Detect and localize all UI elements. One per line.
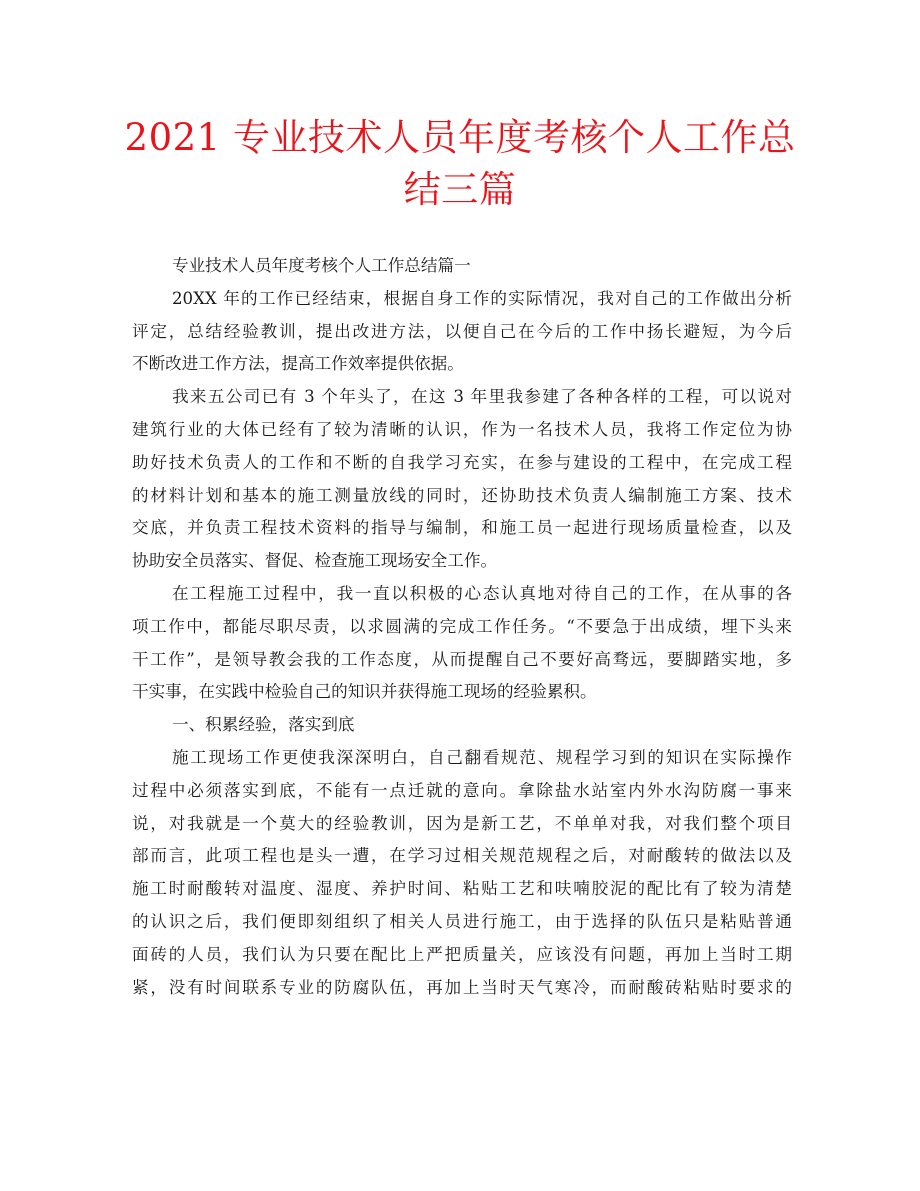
text-line: 过程中必须落实到底，不能有一点迁就的意向。拿除盐水站室内外水沟防腐一事来 xyxy=(132,780,792,800)
text-line: 助好技术负责人的工作和不断的自我学习充实，在参与建设的工程中，在完成工程 xyxy=(132,452,792,472)
text-line: 的材料计划和基本的施工测量放线的同时，还协助技术负责人编制施工方案、技术 xyxy=(132,485,792,505)
text-line: 施工现场工作更使我深深明白，自己翻看规范、规程学习到的知识在实际操作 xyxy=(172,747,792,767)
text-line: 部而言，此项工程也是头一遭，在学习过相关规范规程之后，对耐酸转的做法以及 xyxy=(132,846,792,866)
document-title xyxy=(120,112,800,216)
text-line: 评定，总结经验教训，提出改进方法，以便自己在今后的工作中扬长避短，为今后 xyxy=(132,321,792,341)
section-heading: 一、积累经验，落实到底 xyxy=(172,715,355,735)
text-line: 紧，没有时间联系专业的防腐队伍，再加上当时天气寒冷，而耐酸砖粘贴时要求的 xyxy=(132,977,792,997)
title-line: 2021 专业技术人员年度考核个人工作总 xyxy=(124,116,796,159)
text-line: 面砖的人员，我们认为只要在配比上严把质量关，应该没有问题，再加上当时工期 xyxy=(132,944,792,964)
text-line: 建筑行业的大体已经有了较为清晰的认识，作为一名技术人员，我将工作定位为协 xyxy=(132,419,792,439)
text-line: 说，对我就是一个莫大的经验教训，因为是新工艺，不单单对我，对我们整个项目 xyxy=(132,813,792,833)
section-heading: 专业技术人员年度考核个人工作总结篇一 xyxy=(172,256,471,275)
text-line: 施工时耐酸转对温度、湿度、养护时间、粘贴工艺和呋喃胶泥的配比有了较为清楚 xyxy=(132,879,792,899)
text-line: 在工程施工过程中，我一直以积极的心态认真地对待自己的工作，在从事的各 xyxy=(172,583,792,603)
text-line: 我来五公司已有 3 个年头了，在这 3 年里我参建了各种各样的工程，可以说对 xyxy=(172,387,792,407)
title-line: 结三篇 xyxy=(403,168,517,211)
document-body xyxy=(132,250,792,1004)
text-line: 的认识之后，我们便即刻组织了相关人员进行施工，由于选择的队伍只是粘贴普通 xyxy=(132,911,792,931)
text-line: 交底，并负责工程技术资料的指导与编制，和施工员一起进行现场质量检查，以及 xyxy=(132,518,792,538)
text-line: 干实事，在实践中检验自己的知识并获得施工现场的经验累积。 xyxy=(132,682,597,702)
text-line: 不断改进工作方法，提高工作效率提供依据。 xyxy=(132,354,464,374)
text-line: 干工作”，是领导教会我的工作态度，从而提醒自己不要好高骛远，要脚踏实地，多 xyxy=(132,649,792,669)
text-line: 20XX 年的工作已经结束，根据自身工作的实际情况，我对自己的工作做出分析 xyxy=(172,288,792,308)
text-line: 协助安全员落实、督促、检查施工现场安全工作。 xyxy=(132,551,498,571)
text-line: 项工作中，都能尽职尽责，以求圆满的完成工作任务。“不要急于出成绩，埋下头来 xyxy=(132,616,792,636)
